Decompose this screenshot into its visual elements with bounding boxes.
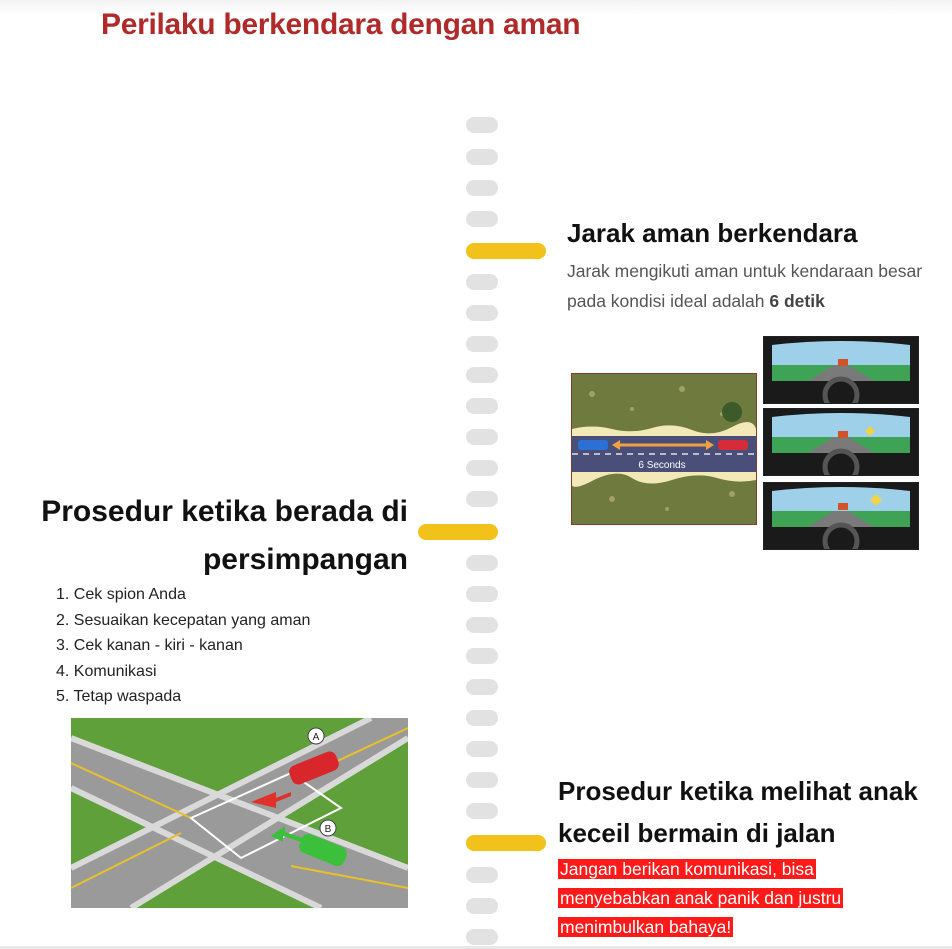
timeline-dash xyxy=(466,460,498,476)
timeline-dash xyxy=(466,867,498,883)
timeline-dash xyxy=(466,398,498,414)
road-distance-label: 6 Seconds xyxy=(638,460,686,471)
timeline-dash xyxy=(466,211,498,227)
timeline-marker xyxy=(466,835,546,851)
list-item: 1. Cek spion Anda xyxy=(56,586,186,603)
steps-list xyxy=(56,582,310,710)
timeline-dash xyxy=(466,741,498,757)
timeline-dash xyxy=(466,305,498,321)
section-description xyxy=(567,256,927,316)
timeline-dash xyxy=(466,367,498,383)
timeline-dash xyxy=(466,149,498,165)
timeline-dash xyxy=(466,929,498,945)
timeline-dash xyxy=(466,679,498,695)
list-item: 5. Tetap waspada xyxy=(56,688,182,705)
section-heading-safe-distance: Jarak aman berkendara xyxy=(567,218,858,248)
driver-view-image xyxy=(763,482,919,550)
timeline-dash xyxy=(466,710,498,726)
car-label-a: A xyxy=(312,732,320,743)
list-item: 3. Cek kanan - kiri - kanan xyxy=(56,637,243,654)
timeline-dash xyxy=(466,648,498,664)
section-heading-intersection: Prosedur ketika berada di persimpangan xyxy=(41,495,408,576)
timeline-dash xyxy=(466,117,498,133)
page-title: Perilaku berkendara dengan aman xyxy=(101,8,581,41)
list-item: 4. Komunikasi xyxy=(56,662,157,680)
list-item: 2. Sesuaikan kecepatan yang aman xyxy=(56,611,311,629)
timeline-dash xyxy=(466,772,498,788)
following-distance-illustration xyxy=(571,373,757,525)
warning-highlight: Jangan berikan komunikasi, bisa menyebabkan anak panik dan justru menimbulkan bahaya! xyxy=(560,859,842,937)
driver-view-image xyxy=(763,336,919,404)
timeline-dash xyxy=(466,429,498,445)
intersection-illustration xyxy=(71,718,408,908)
description-bold: 6 detik xyxy=(769,291,825,311)
timeline-marker xyxy=(418,524,498,540)
timeline-dash xyxy=(466,803,498,819)
timeline-dash xyxy=(466,336,498,352)
timeline-dash xyxy=(466,617,498,633)
driver-view-image xyxy=(763,408,919,476)
timeline-dash xyxy=(466,586,498,602)
car-label-b: B xyxy=(324,824,332,835)
description-text: Jarak mengikuti aman untuk kendaraan besar pada kondisi ideal adalah xyxy=(567,261,923,311)
timeline-dash xyxy=(466,491,498,507)
timeline-dash xyxy=(466,898,498,914)
warning-text xyxy=(558,855,898,942)
timeline-dash xyxy=(466,274,498,290)
timeline-dash xyxy=(466,180,498,196)
timeline-dash xyxy=(466,555,498,571)
timeline-marker xyxy=(466,243,546,259)
section-heading-children: Prosedur ketika melihat anak keceil bermain di jalan xyxy=(558,776,918,848)
